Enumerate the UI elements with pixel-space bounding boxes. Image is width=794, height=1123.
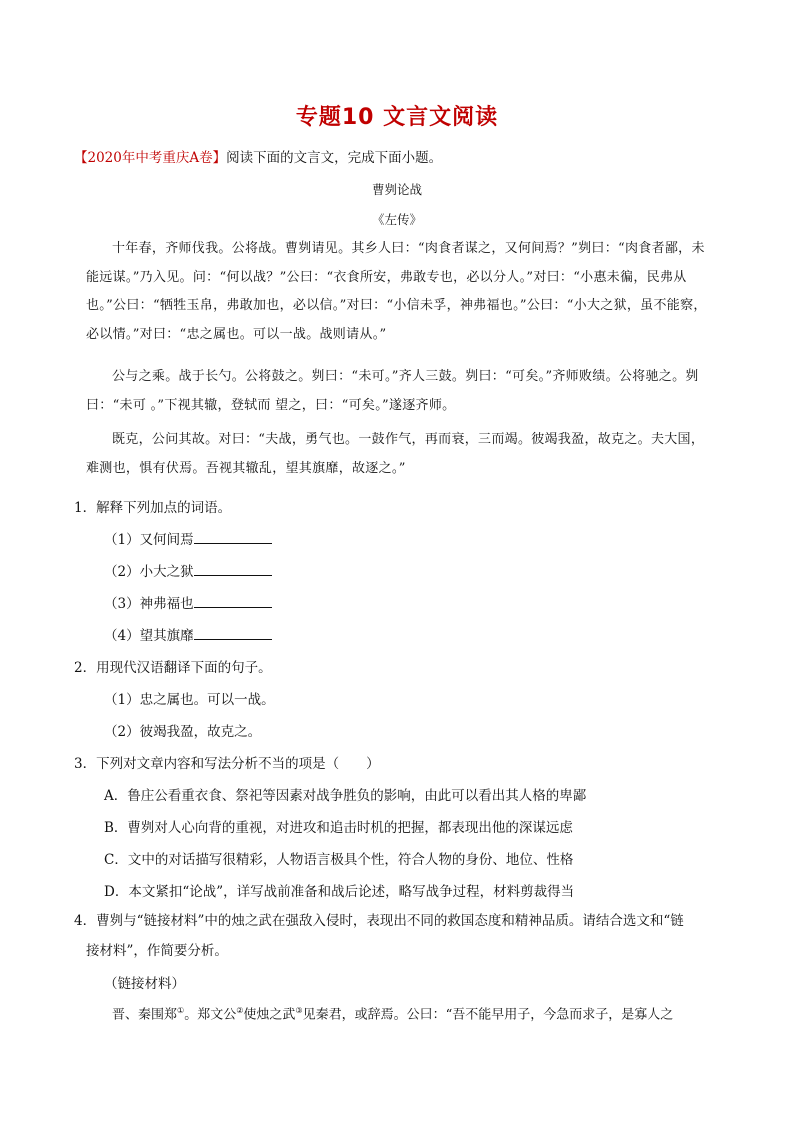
answer-blank[interactable]	[194, 561, 272, 576]
question-2-item: （1）忠之属也。可以一战。	[104, 692, 275, 708]
question-4-stem-line-2: 接材料”，作简要分析。	[86, 943, 228, 959]
passage-paragraph-2: 公与之乘。战于长勺。公将鼓之。刿曰：“未可。”齐人三鼓。刿曰：“可矣。”齐师败绩。公将驰之。刿曰：“未可 。”下视其辙，登轼而 望之，曰：“可矣。”遂逐齐师。	[86, 369, 699, 413]
question-3-option-c[interactable]: C．文中的对话描写很精彩，人物语言极具个性，符合人物的身份、地位、性格	[104, 852, 574, 868]
answer-blank[interactable]	[194, 529, 272, 544]
question-3-option-b[interactable]: B．曹刿对人心向背的重视，对进攻和追击时机的把握，都表现出他的深谋远虑	[104, 820, 573, 836]
passage-paragraph-1: 十年春，齐师伐我。公将战。曹刿请见。其乡人曰：“肉食者谋之，又何间焉？”刿曰：“肉食者鄙，未能远谋。”乃入见。问：“何以战？”公曰：“衣食所安，弗敢专也，必以分人。”对曰：“小惠未徧，民弗从也。”公曰：“牺牲玉帛，弗敢加也，必以信。”对曰：“小信未孚，神弗福也。”公曰：“小大之狱，虽不能察，必以情。”对曰：“忠之属也。可以一战。战则请从。”	[86, 241, 707, 342]
question-3-option-a[interactable]: A．鲁庄公看重衣食、祭祀等因素对战争胜负的影响，由此可以看出其人格的卑鄙	[104, 788, 587, 804]
question-3-option-d[interactable]: D．本文紧扣“论战”，详写战前准备和战后论述，略写战争过程，材料剪裁得当	[104, 884, 575, 900]
question-2-item: （2）彼竭我盈，故克之。	[104, 724, 262, 740]
question-3-stem: 3．下列对文章内容和写法分析不当的项是（ ）	[74, 756, 380, 772]
question-2-stem: 2．用现代汉语翻译下面的句子。	[74, 660, 272, 676]
answer-blank[interactable]	[194, 593, 272, 608]
question-1-item: （2）小大之狱	[104, 560, 272, 580]
answer-blank[interactable]	[194, 625, 272, 640]
material-text: 晋、秦围郑①。郑文公②使烛之武③见秦君，或辞焉。公曰：“吾不能早用子，今急而求子，是寡人之	[112, 1006, 674, 1023]
question-4-stem-line-1: 4．曹刿与“链接材料”中的烛之武在强敌入侵时，表现出不同的救国态度和精神品质。请结合选文和“链	[74, 913, 684, 929]
passage-heading: 曹刿论战	[371, 182, 422, 197]
question-1-item: （3）神弗福也	[104, 592, 272, 612]
page-title: 专题10 文言文阅读	[295, 105, 499, 130]
exam-source: 【2020年中考重庆A卷】	[74, 150, 227, 166]
material-label: （链接材料）	[104, 976, 185, 992]
question-intro	[74, 146, 442, 166]
question-1-stem: 1．解释下列加点的词语。	[74, 500, 232, 516]
passage-paragraph-3: 既克，公问其故。对曰：“夫战，勇气也。一鼓作气，再而衰，三而竭。彼竭我盈，故克之。夫大国，难测也，惧有伏焉。吾视其辙乱，望其旗靡，故逐之。”	[86, 432, 705, 476]
passage-author: 《左传》	[371, 212, 422, 227]
question-4-stem	[74, 906, 724, 966]
question-1-item: （1）又何间焉	[104, 528, 272, 548]
question-1-item: （4）望其旗靡	[104, 624, 272, 644]
instruction-text: 阅读下面的文言文，完成下面小题。	[226, 150, 443, 166]
